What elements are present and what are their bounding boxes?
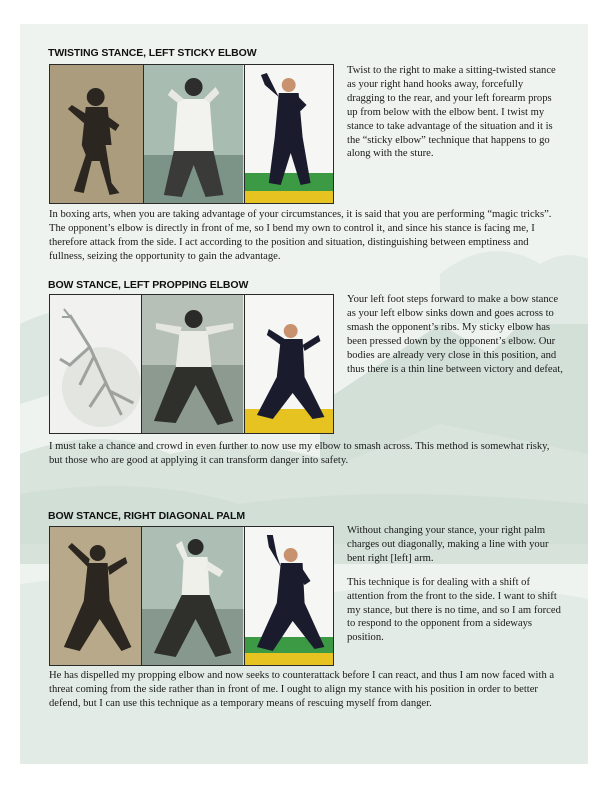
section-heading: BOW STANCE, LEFT PROPPING ELBOW [48,279,249,291]
side-text [347,524,563,655]
body-paragraph: He has dispelled my propping elbow and now seeks to counterattack before I can react, and thus I am now faced with a threat coming from the side rather than in front of me. I ought to align my stance with his position in order to better defend, but I can use this technique as a temporary means of rescuing myself from danger. [49,670,555,709]
side-text [347,293,563,386]
side-paragraph: Your left foot steps forward to make a bow stance as your left elbow sinks down and goes across to smash the opponent’s ribs. My sticky elbow has been pressed down by the opponent’s elbow. Our bodies are already very close in this position, and thus there is a thin line between victory and defeat, [347,294,563,375]
side-paragraph: Without changing your stance, your right palm charges out diagonally, making a line with your bent right [left] arm. [347,525,549,564]
body-paragraph: In boxing arts, when you are taking advantage of your circumstances, it is said that you are performing “magic tricks”. The opponent’s elbow is directly in front of me, so I bend my own to control it, and since his stance is facing me, I therefore attack from the side. I act according to the position and situation, distinguishing between emptiness and fullness, seizing the opportunity to gain the advantage. [49,209,552,262]
photo-strip [49,64,334,204]
historical-photo [142,295,244,433]
section-heading: BOW STANCE, RIGHT DIAGONAL PALM [48,510,245,522]
mantis-illustration [50,295,142,433]
historical-photo [50,65,144,203]
photo-strip [49,294,334,434]
body-paragraph: I must take a chance and crowd in even further to now use my elbow to smash across. This method is somewhat risky, but those who are good at applying it can transform danger into safety. [49,441,550,466]
modern-photo [245,527,333,665]
historical-photo [144,65,244,203]
side-paragraph: This technique is for dealing with a shift of attention from the front to the side. I want to shift my stance, but there is no time, and so I am forced to respond to the opponent from a sideways position. [347,576,561,644]
side-paragraph: Twist to the right to make a sitting-twisted stance as your right hand hooks away, forcefully dragging to the rear, and your left forearm props up from below with the elbow bent. I twist my stance to take advantage of the situation and it is the “sticky elbow” technique that happens to go along with the sture. [347,65,556,160]
historical-photo [142,527,244,665]
page [20,24,588,764]
historical-photo [50,527,142,665]
photo-strip [49,526,334,666]
section-heading: TWISTING STANCE, LEFT STICKY ELBOW [48,47,257,59]
modern-photo [245,65,333,203]
modern-photo [245,295,333,433]
side-text [347,64,563,171]
